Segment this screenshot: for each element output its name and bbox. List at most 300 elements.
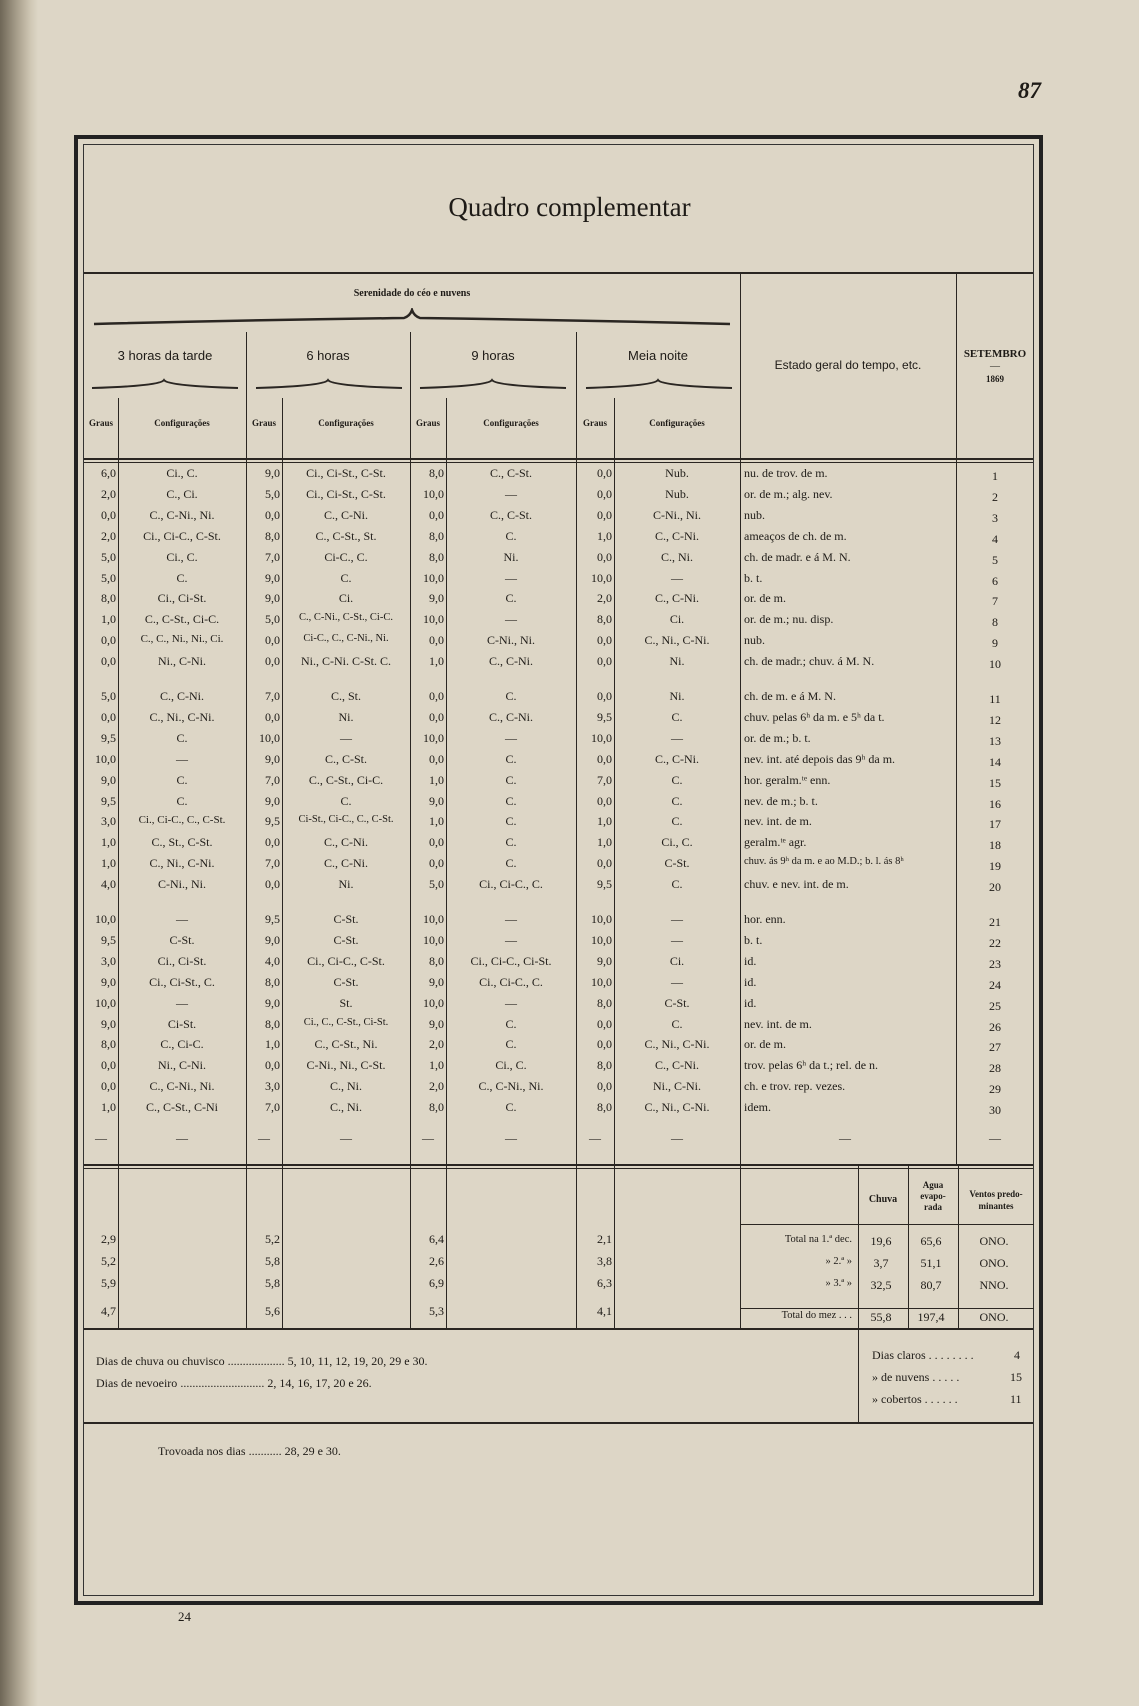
thunder-days-label: Trovoada nos dias (158, 1444, 246, 1458)
day-number: 21 (989, 915, 1001, 929)
graus-9h: 8,0 (429, 528, 444, 543)
graus-9h: 10,0 (423, 932, 444, 947)
config-midnight: C. (671, 772, 683, 787)
day-number: 13 (989, 733, 1001, 748)
day-number: 8 (992, 615, 998, 630)
day-number: 5 (992, 552, 998, 567)
rain-days-value: 5, 10, 11, 12, 19, 20, 29 e 30. (287, 1354, 428, 1368)
weather-state: or. de m.; nu. disp. (744, 612, 834, 627)
weather-state: nev. int. de m. (744, 1016, 812, 1031)
graus-6h: 9,0 (265, 751, 280, 766)
column-header-rule-2 (84, 462, 1033, 463)
day-number: 28 (989, 1061, 1001, 1076)
average-value: 5,9 (101, 1276, 116, 1290)
graus-midnight: 9,5 (597, 877, 612, 892)
config-3pm: Ci., Ci-St., C. (149, 974, 215, 989)
graus-9h: 0,0 (429, 633, 444, 648)
total-wind: ONO. (979, 1310, 1009, 1324)
config-3pm: Ni., C-Ni. (158, 1058, 206, 1073)
config-3pm: Ni., C-Ni. (158, 654, 206, 669)
weather-state: nev. int. até depois das 9ʰ da m. (744, 751, 896, 766)
weather-state: ameaços de ch. de m. (744, 528, 847, 543)
config-6h: C. (340, 570, 352, 585)
graus-midnight: 0,0 (597, 549, 612, 564)
weather-state: nub. (744, 507, 765, 522)
totals-sum-rule (740, 1308, 1034, 1309)
config-midnight: — (671, 974, 683, 989)
config-9h: Ci., Ci-C., Ci-St. (470, 953, 552, 968)
graus-9h: 10,0 (423, 912, 444, 926)
graus-header-3: Graus (415, 418, 440, 428)
rain-days-dots: ................... (227, 1354, 285, 1368)
weather-state: ch. de madr. e á M. N. (744, 549, 851, 564)
average-value: 5,8 (265, 1276, 280, 1290)
config-6h: C. (340, 793, 352, 808)
average-value: 2,9 (101, 1232, 116, 1246)
weather-state: or. de m. (744, 591, 786, 606)
graus-3pm: 10,0 (95, 912, 116, 926)
fog-days-label: Dias de nevoeiro (96, 1376, 178, 1390)
config-6h: Ci., Ci-C., C-St. (307, 953, 385, 968)
config-midnight: — (671, 570, 683, 585)
graus-midnight: 10,0 (591, 974, 612, 989)
graus-9h: 2,0 (429, 1037, 444, 1052)
notes-bottom-rule (84, 1422, 1033, 1424)
config-9h: Ni. (503, 549, 519, 564)
day-number: 11 (989, 692, 1001, 706)
graus-midnight: 8,0 (597, 1058, 612, 1073)
graus-9h: 0,0 (429, 709, 444, 724)
graus-6h: 3,0 (265, 1079, 280, 1094)
graus-midnight: 9,0 (597, 953, 612, 968)
day-number: 29 (989, 1082, 1001, 1097)
graus-6h: 7,0 (265, 856, 280, 871)
fog-days-value: 2, 14, 16, 17, 20 e 26. (267, 1376, 372, 1390)
graus-3pm: 5,0 (101, 689, 116, 703)
config-header-2: Configurações (318, 418, 374, 428)
graus-9h: 10,0 (423, 612, 444, 627)
config-9h: C., C-St. (489, 507, 532, 522)
config-midnight: C. (671, 709, 683, 724)
total-evaporation: 197,4 (917, 1310, 945, 1324)
average-value: 5,2 (265, 1232, 280, 1246)
ventos-header-line: Ventos predo- (969, 1189, 1023, 1199)
config-9h: — (505, 912, 517, 926)
config-3pm: C. (176, 730, 188, 745)
total-rain: 3,7 (873, 1256, 889, 1270)
config-midnight: — (671, 932, 683, 947)
config-6h: Ci., Ci-St., C-St. (306, 466, 386, 480)
config-3pm: C. (176, 772, 188, 787)
row-end-dash: — (176, 1131, 188, 1145)
weather-state: nev. de m.; b. t. (744, 793, 818, 808)
config-3pm: C-St. (169, 932, 195, 947)
graus-6h: 4,0 (265, 953, 280, 968)
average-value: 5,8 (265, 1254, 280, 1268)
config-3pm: C. (176, 793, 188, 808)
config-9h: C. (505, 835, 517, 850)
config-6h: C., C-Ni. (323, 856, 368, 871)
graus-3pm: 8,0 (101, 1037, 116, 1052)
agua-header-line: Agua (922, 1180, 944, 1190)
config-6h: — (340, 730, 352, 745)
graus-9h: 5,0 (429, 877, 444, 892)
graus-9h: 10,0 (423, 486, 444, 501)
day-number: 10 (989, 657, 1001, 672)
graus-midnight: 0,0 (597, 466, 612, 480)
graus-midnight: 0,0 (597, 1079, 612, 1094)
brace-6 (254, 378, 404, 392)
config-midnight: Nub. (665, 486, 689, 501)
graus-3pm: 0,0 (101, 507, 116, 522)
config-9h: C. (505, 814, 517, 829)
total-wind: ONO. (979, 1234, 1009, 1248)
config-midnight: C. (671, 793, 683, 808)
graus-3pm: 10,0 (95, 751, 116, 766)
config-6h: C., C-St., Ni. (314, 1037, 378, 1052)
config-9h: — (505, 932, 517, 947)
config-9h: — (505, 570, 517, 585)
config-6h: Ni. (338, 709, 354, 724)
config-6h: Ni. (338, 877, 354, 892)
graus-9h: 10,0 (423, 730, 444, 745)
graus-header-2: Graus (251, 418, 276, 428)
weather-state: or. de m.; alg. nev. (744, 486, 833, 501)
graus-3pm: 9,5 (101, 932, 116, 947)
config-9h: C. (505, 856, 517, 871)
graus-6h: 0,0 (265, 633, 280, 648)
config-9h: C., C-Ni., Ni. (478, 1079, 544, 1094)
graus-midnight: 10,0 (591, 570, 612, 585)
config-midnight: C., Ni., C-Ni. (644, 633, 710, 648)
clear-days-label: Dias claros . . . . . . . . (872, 1348, 974, 1362)
graus-midnight: 1,0 (597, 528, 612, 543)
weather-state: id. (744, 974, 757, 989)
graus-6h: 9,5 (265, 814, 280, 829)
col-rule (740, 272, 741, 1328)
graus-6h: 9,0 (265, 591, 280, 606)
agua-header-line: rada (924, 1202, 942, 1212)
config-6h: C., C-Ni. (323, 835, 368, 850)
graus-3pm: 0,0 (101, 633, 116, 648)
config-midnight: C. (671, 1016, 683, 1031)
weather-state: ch. de m. e á M. N. (744, 689, 836, 703)
graus-midnight: 1,0 (597, 814, 612, 829)
config-3pm: Ci-St. (167, 1016, 197, 1031)
weather-state: hor. geralm.ᵗᵉ enn. (744, 772, 831, 787)
config-6h: C., C-St. (324, 751, 367, 766)
brace-3pm (90, 378, 240, 392)
cloudy-days-label: » de nuvens . . . . . (872, 1370, 960, 1384)
weather-state: b. t. (744, 570, 763, 585)
chuva-header: Chuva (868, 1194, 898, 1205)
weather-state: ch. de madr.; chuv. á M. N. (744, 654, 875, 669)
config-9h: C. (505, 793, 517, 808)
config-3pm: — (176, 995, 188, 1010)
graus-9h: 9,0 (429, 591, 444, 606)
config-3pm: C., Ni., C-Ni. (149, 709, 215, 724)
graus-midnight: 8,0 (597, 995, 612, 1010)
config-midnight: — (671, 912, 683, 926)
graus-midnight: 0,0 (597, 751, 612, 766)
cloudy-days-value: 15 (1010, 1370, 1022, 1384)
rain-days-label: Dias de chuva ou chuvisco (96, 1354, 225, 1368)
average-value: 6,4 (429, 1232, 444, 1246)
averages-top-rule (84, 1164, 1033, 1166)
day-number: 25 (989, 998, 1001, 1013)
graus-midnight: 0,0 (597, 507, 612, 522)
config-midnight: Ci. (669, 612, 685, 627)
overcast-days-label: » cobertos . . . . . . (872, 1392, 958, 1406)
graus-6h: 9,0 (265, 932, 280, 947)
config-3pm: C-Ni., Ni. (158, 877, 206, 892)
graus-6h: 1,0 (265, 1037, 280, 1052)
graus-3pm: 9,0 (101, 1016, 116, 1031)
group-brace (92, 308, 732, 330)
day-number: 15 (989, 775, 1001, 790)
config-header-1: Configurações (154, 418, 210, 428)
config-9h: C. (505, 1100, 517, 1115)
row-end-dash: — (340, 1131, 352, 1145)
graus-9h: 0,0 (429, 835, 444, 850)
weather-state: id. (744, 953, 757, 968)
row-end-dash: — (989, 1131, 1001, 1145)
graus-6h: 8,0 (265, 1016, 280, 1031)
average-value: 2,6 (429, 1254, 444, 1268)
config-6h: Ci. (338, 591, 354, 606)
config-9h: C. (505, 591, 517, 606)
config-6h: C., C-St., Ci-C. (308, 772, 384, 787)
day-number: 3 (992, 510, 998, 525)
average-value: 4,7 (101, 1304, 116, 1318)
ventos-header-line: minantes (978, 1201, 1014, 1211)
brace-midnight (584, 378, 734, 392)
config-6h: C., C-Ni., C-St., Ci-C. (299, 612, 393, 624)
total-label: » 2.ª » (825, 1256, 852, 1267)
graus-midnight: 10,0 (591, 932, 612, 947)
graus-3pm: 8,0 (101, 591, 116, 606)
weather-state: ch. e trov. rep. vezes. (744, 1079, 846, 1094)
config-3pm: C. (176, 570, 188, 585)
config-6h: C-St. (333, 932, 359, 947)
average-value: 5,2 (101, 1254, 116, 1268)
config-midnight: — (671, 730, 683, 745)
graus-3pm: 6,0 (101, 466, 116, 480)
graus-6h: 7,0 (265, 549, 280, 564)
day-number: 2 (992, 489, 998, 504)
total-rain: 32,5 (870, 1278, 892, 1292)
config-3pm: Ci., C. (166, 549, 198, 564)
graus-9h: 1,0 (429, 772, 444, 787)
config-6h: C., C-St., St. (315, 528, 377, 543)
graus-6h: 9,0 (265, 466, 280, 480)
graus-9h: 0,0 (429, 856, 444, 871)
config-9h: C. (505, 772, 517, 787)
thunder-days-value: 28, 29 e 30. (284, 1444, 341, 1458)
config-6h: Ci., Ci-St., C-St. (306, 486, 386, 501)
total-wind: NNO. (979, 1278, 1009, 1292)
page-title: Quadro complementar (448, 192, 691, 222)
day-number: 20 (989, 880, 1001, 895)
config-3pm: C., C-Ni., Ni. (149, 507, 215, 522)
graus-3pm: 0,0 (101, 709, 116, 724)
graus-6h: 0,0 (265, 1058, 280, 1073)
col-rule (410, 332, 411, 1328)
config-3pm: Ci., Ci-C., C., C-St. (138, 814, 226, 827)
config-3pm: C., C-Ni., Ni. (149, 1079, 215, 1094)
graus-6h: 0,0 (265, 507, 280, 522)
graus-midnight: 9,5 (597, 709, 612, 724)
graus-9h: 8,0 (429, 1100, 444, 1115)
row-end-dash: — (839, 1131, 851, 1145)
config-9h: C-Ni., Ni. (487, 633, 535, 648)
config-6h: C-St. (333, 974, 359, 989)
graus-midnight: 0,0 (597, 856, 612, 871)
config-3pm: Ci., C. (166, 466, 198, 480)
config-9h: C. (505, 1016, 517, 1031)
config-3pm: Ci., Ci-St. (157, 953, 207, 968)
config-6h: Ni., C-Ni. C-St. C. (300, 654, 391, 669)
averages-top-rule-2 (84, 1168, 1033, 1169)
graus-9h: 1,0 (429, 1058, 444, 1073)
day-number: 27 (989, 1040, 1001, 1055)
config-3pm: C., St., C-St. (151, 835, 213, 850)
graus-midnight: 0,0 (597, 654, 612, 669)
graus-9h: 9,0 (429, 793, 444, 808)
config-6h: Ci-C., C., C-Ni., Ni. (303, 633, 389, 645)
day-number: 18 (989, 838, 1001, 853)
config-9h: C. (505, 689, 517, 703)
weather-state: nu. de trov. de m. (744, 466, 828, 480)
graus-midnight: 0,0 (597, 633, 612, 648)
thunder-days-note (158, 1444, 341, 1459)
weather-state: idem. (744, 1100, 771, 1115)
config-midnight: C., C-Ni. (654, 751, 699, 766)
average-value: 6,9 (429, 1276, 444, 1290)
graus-midnight: 2,0 (597, 591, 612, 606)
graus-midnight: 0,0 (597, 793, 612, 808)
row-end-dash: — (505, 1131, 517, 1145)
graus-3pm: 5,0 (101, 570, 116, 585)
day-number: 19 (989, 859, 1001, 874)
weather-state: chuv. ás 9ʰ da m. e ao M.D.; b. l. ás 8ʰ (744, 856, 904, 868)
config-midnight: C. (671, 877, 683, 892)
total-label: Total do mez . . . (781, 1310, 852, 1321)
config-3pm: — (176, 912, 188, 926)
graus-9h: 1,0 (429, 814, 444, 829)
graus-6h: 0,0 (265, 709, 280, 724)
graus-6h: 9,0 (265, 793, 280, 808)
graus-6h: 9,5 (265, 912, 280, 926)
day-number: 12 (989, 712, 1001, 727)
graus-3pm: 0,0 (101, 654, 116, 669)
graus-3pm: 9,5 (101, 793, 116, 808)
agua-header-line: evapo- (920, 1191, 946, 1201)
graus-3pm: 10,0 (95, 995, 116, 1010)
time-header-midnight: Meia noite (628, 348, 688, 363)
config-3pm: C., Ci-C. (160, 1037, 204, 1052)
config-header-4: Configurações (649, 418, 705, 428)
graus-midnight: 10,0 (591, 730, 612, 745)
graus-3pm: 0,0 (101, 1058, 116, 1073)
graus-9h: 0,0 (429, 689, 444, 703)
day-number: 6 (992, 573, 998, 588)
weather-state: chuv. pelas 6ʰ da m. e 5ʰ da t. (744, 709, 885, 724)
graus-9h: 0,0 (429, 751, 444, 766)
config-6h: C., C-Ni. (323, 507, 368, 522)
config-9h: Ci., Ci-C., C. (479, 974, 543, 989)
graus-header-1: Graus (88, 418, 113, 428)
graus-6h: 0,0 (265, 835, 280, 850)
config-9h: C., C-Ni. (488, 709, 533, 724)
config-3pm: — (176, 751, 188, 766)
total-label: Total na 1.ª dec. (784, 1234, 852, 1245)
graus-3pm: 3,0 (101, 814, 116, 829)
graus-midnight: 0,0 (597, 689, 612, 703)
estado-header: Estado geral do tempo, etc. (774, 358, 922, 372)
thunder-days-dots: ........... (248, 1444, 282, 1458)
graus-midnight: 0,0 (597, 486, 612, 501)
config-9h: — (505, 612, 517, 627)
graus-9h: 0,0 (429, 507, 444, 522)
weather-state: nub. (744, 633, 765, 648)
weather-state: id. (744, 995, 757, 1010)
weather-state: trov. pelas 6ʰ da t.; rel. de n. (744, 1058, 879, 1073)
total-rain: 55,8 (870, 1310, 892, 1324)
total-rain: 19,6 (870, 1234, 892, 1248)
graus-midnight: 8,0 (597, 1100, 612, 1115)
day-number: 1 (992, 469, 998, 483)
graus-6h: 5,0 (265, 612, 280, 627)
config-midnight: C., Ni. (660, 549, 693, 564)
graus-6h: 0,0 (265, 654, 280, 669)
day-number: 17 (989, 817, 1001, 832)
config-9h: C. (505, 751, 517, 766)
fog-days-dots: ............................ (180, 1376, 265, 1390)
graus-3pm: 9,0 (101, 974, 116, 989)
average-value: 3,8 (597, 1254, 612, 1268)
config-9h: — (505, 995, 517, 1010)
config-midnight: Ni. (669, 689, 685, 703)
weather-state: or. de m.; b. t. (744, 730, 811, 745)
graus-midnight: 1,0 (597, 835, 612, 850)
graus-3pm: 0,0 (101, 1079, 116, 1094)
graus-9h: 8,0 (429, 549, 444, 564)
config-9h: C. (505, 1037, 517, 1052)
graus-9h: 8,0 (429, 466, 444, 480)
graus-midnight: 7,0 (597, 772, 612, 787)
row-end-dash: — (95, 1131, 107, 1145)
config-9h: C., C-St. (489, 466, 532, 480)
config-6h: C-St. (333, 912, 359, 926)
weather-state: nev. int. de m. (744, 814, 812, 829)
config-9h: C. (505, 528, 517, 543)
graus-6h: 0,0 (265, 877, 280, 892)
clear-days-value: 4 (1014, 1348, 1020, 1362)
graus-6h: 5,0 (265, 486, 280, 501)
brace-9 (418, 378, 568, 392)
config-midnight: Ci. (669, 953, 685, 968)
config-midnight: Ci., C. (661, 835, 693, 850)
overcast-days-value: 11 (1010, 1392, 1022, 1406)
col-rule (576, 332, 577, 1328)
book-spine (0, 0, 38, 1706)
graus-6h: 7,0 (265, 1100, 280, 1115)
day-number: 24 (989, 977, 1001, 992)
graus-6h: 7,0 (265, 689, 280, 703)
group-header: Serenidade do céo e nuvens (353, 288, 471, 299)
day-number: 7 (992, 594, 998, 609)
